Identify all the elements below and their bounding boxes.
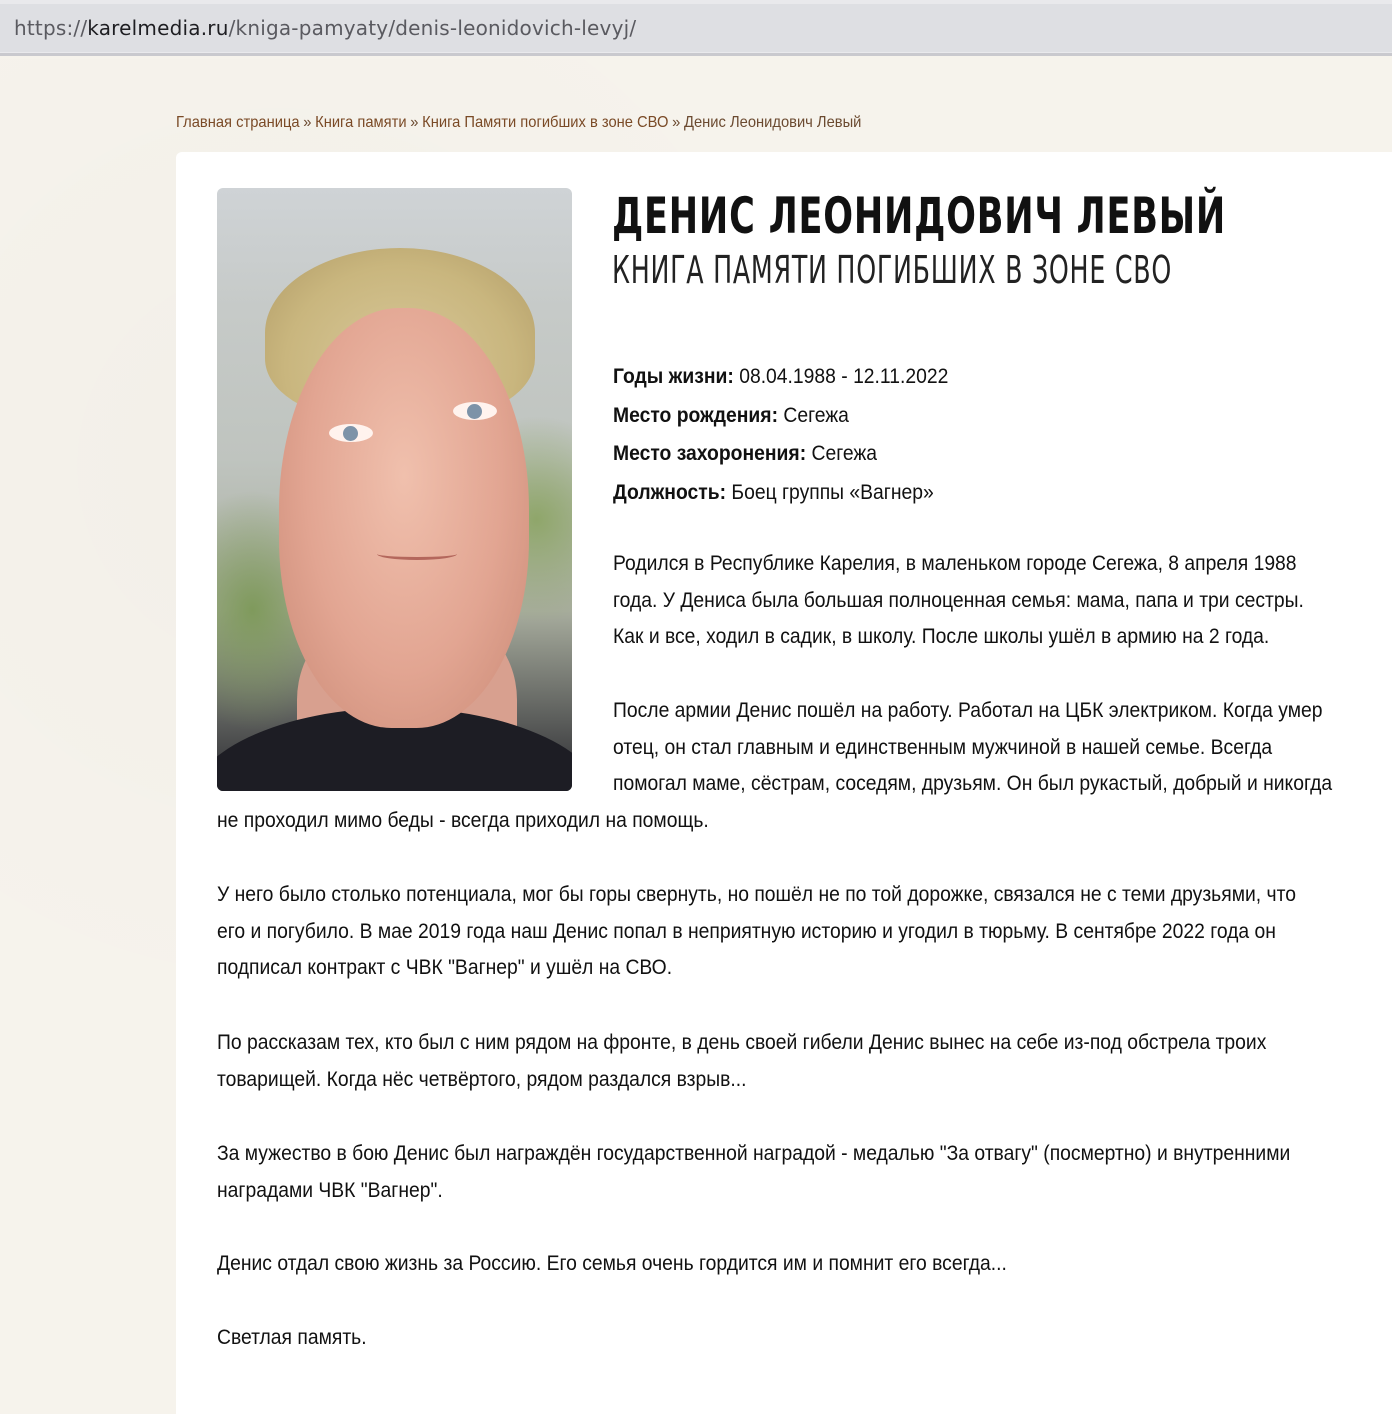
- fact-birthplace: Место рождения: Сегежа: [613, 403, 849, 427]
- bio-paragraph-1: Родился в Республике Карелия, в маленьком городе Сегежа, 8 апреля 1988 года. У Дениса была большая полноценная семья: мама, папа и три сестры. Как и все, ходил в садик, в школу. После школы ушёл в армию на 2 года.: [613, 552, 1304, 648]
- page-subtitle: КНИГА ПАМЯТИ ПОГИБШИХ В ЗОНЕ СВО: [612, 248, 1172, 292]
- address-bar[interactable]: [0, 4, 1392, 52]
- bio-paragraph-5: За мужество в бою Денис был награждён государственной наградой - медалью "За отвагу" (посмертно) и внутренними наградами ЧВК "Вагнер".: [217, 1142, 1291, 1202]
- bio-paragraph-4: По рассказам тех, кто был с ним рядом на фронте, в день своей гибели Денис вынес на себе из-под обстрела троих товарищей. Когда нёс четвёртого, рядом раздался взрыв...: [217, 1031, 1267, 1091]
- url-domain: karelmedia.ru: [87, 16, 229, 40]
- breadcrumb-home-link[interactable]: Главная страница: [176, 114, 300, 131]
- breadcrumb-svo-book-link[interactable]: Книга Памяти погибших в зоне СВО: [422, 114, 669, 131]
- bio-paragraph-2-top: После армии Денис пошёл на работу. Работал на ЦБК электриком. Когда умер отец, он стал главным и единственным мужчиной в нашей семье. Всегда помогал маме, сёстрам, соседям, друзьям. Он был рукастый, добрый и никогда: [613, 699, 1333, 795]
- breadcrumb: [176, 114, 861, 132]
- facts-list: [613, 358, 948, 512]
- person-name: ДЕНИС ЛЕОНИДОВИЧ ЛЕВЫЙ: [612, 187, 1227, 245]
- fact-years: Годы жизни: 08.04.1988 - 12.11.2022: [613, 365, 949, 388]
- portrait-photo: [217, 188, 572, 791]
- breadcrumb-current: Денис Леонидович Левый: [684, 114, 862, 131]
- breadcrumb-separator: »: [672, 114, 681, 131]
- bio-paragraph-7: Светлая память.: [217, 1326, 367, 1349]
- breadcrumb-separator: »: [410, 114, 419, 131]
- fact-burial-place: Место захоронения: Сегежа: [613, 442, 878, 465]
- bio-paragraph-6: Денис отдал свою жизнь за Россию. Его семья очень гордится им и помнит его всегда...: [217, 1252, 1007, 1275]
- url-scheme: https://: [14, 16, 88, 40]
- fact-position: Должность: Боец группы «Вагнер»: [613, 480, 934, 504]
- browser-toolbar: [0, 0, 1392, 56]
- breadcrumb-memory-book-link[interactable]: Книга памяти: [315, 114, 407, 131]
- bio-paragraph-3: У него было столько потенциала, мог бы горы свернуть, но пошёл не по той дорожке, связался не с теми друзьями, что его и погубило. В мае 2019 года наш Денис попал в неприятную историю и угодил в тюрьму. В сентябре 2022 года он подписал контракт с ЧВК "Вагнер" и ушёл на СВО.: [217, 883, 1296, 979]
- url-path: /kniga-pamyaty/denis-leonidovich-levyj/: [228, 16, 637, 40]
- bio-paragraph-2-bottom: не проходил мимо беды - всегда приходил на помощь.: [217, 809, 709, 832]
- breadcrumb-separator: »: [303, 114, 312, 131]
